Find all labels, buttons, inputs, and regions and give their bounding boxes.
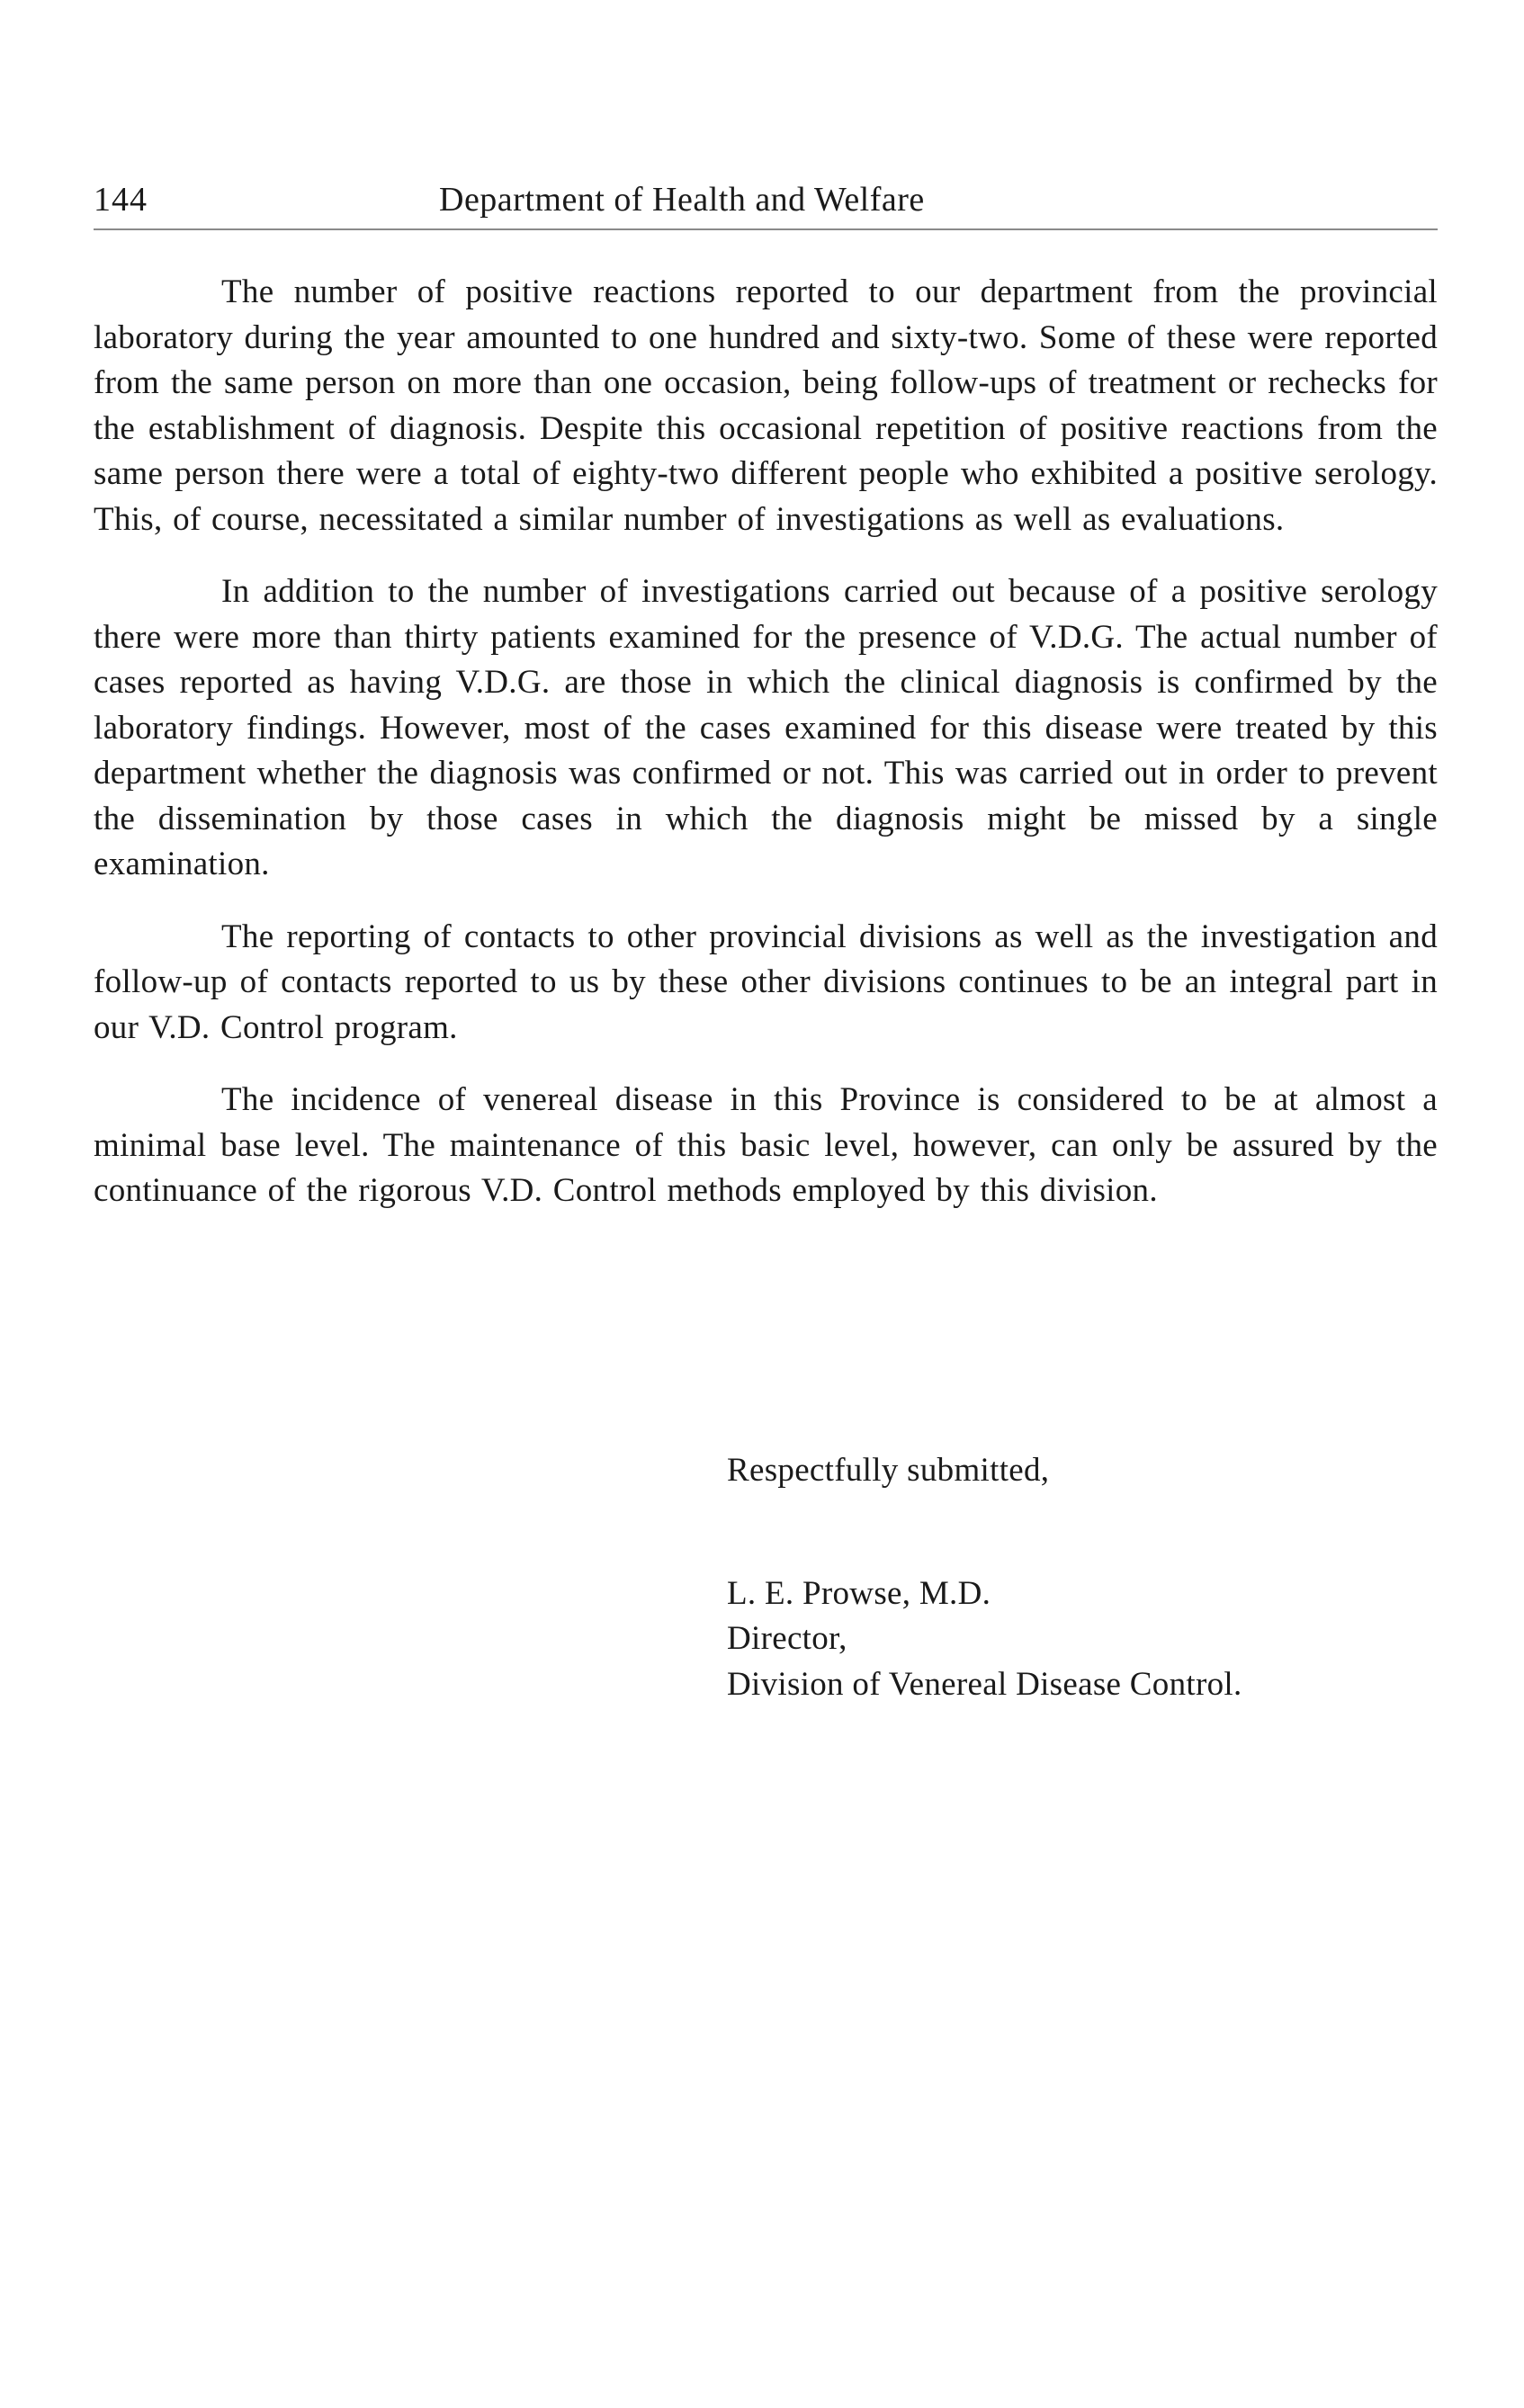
running-header [94, 176, 1443, 223]
paragraph-contact-reporting: The reporting of contacts to other provincial divisions as well as the investigation and follow-up of contacts reported to us by these other divisions continues to be an integral part in our V.D. Control program. [94, 918, 1438, 1046]
signatory-position: Director, [727, 1620, 847, 1657]
report-body [94, 270, 1438, 1241]
paragraph-vdg-investigations: In addition to the number of investigations carried out because of a positive serology there were more than thirty patients examined for the presence of V.D.G. The actual number of cases reported as having V.D.G. are those in which the clinical diagnosis is confirmed by the laboratory findings. However, most of the cases examined for this disease were treated by this department whether the diagnosis was confirmed or not. This was carried out in order to prevent the dissemination by those cases in which the diagnosis might be missed by a single examination. [94, 573, 1438, 882]
paragraph-positive-reactions: The number of positive reactions reported to our department from the provincial laboratory during the year amounted to one hundred and sixty-two. Some of these were reported from the same person on more than one occasion, being follow-ups of treatment or rechecks for the establishment of diagnosis. Despite this occasional repetition of positive reactions from the same person there were a total of eighty-two different people who exhibited a positive serology. This, of course, necessitated a similar number of investigations as well as evaluations. [94, 273, 1438, 538]
running-title: Department of Health and Welfare [439, 181, 925, 219]
signatory-name: L. E. Prowse, M.D. [727, 1574, 991, 1612]
closing-line: Respectfully submitted, [727, 1452, 1050, 1489]
signatory-division: Division of Venereal Disease Control. [727, 1665, 1242, 1703]
page-number: 144 [94, 181, 148, 219]
paragraph-incidence: The incidence of venereal disease in this Province is considered to be at almost a minimal base level. The maintenance of this basic level, however, can only be assured by the continuance of the rigorous V.D. Control methods employed by this division. [94, 1081, 1438, 1209]
header-rule [94, 228, 1438, 230]
signature-block [727, 1448, 1447, 1707]
